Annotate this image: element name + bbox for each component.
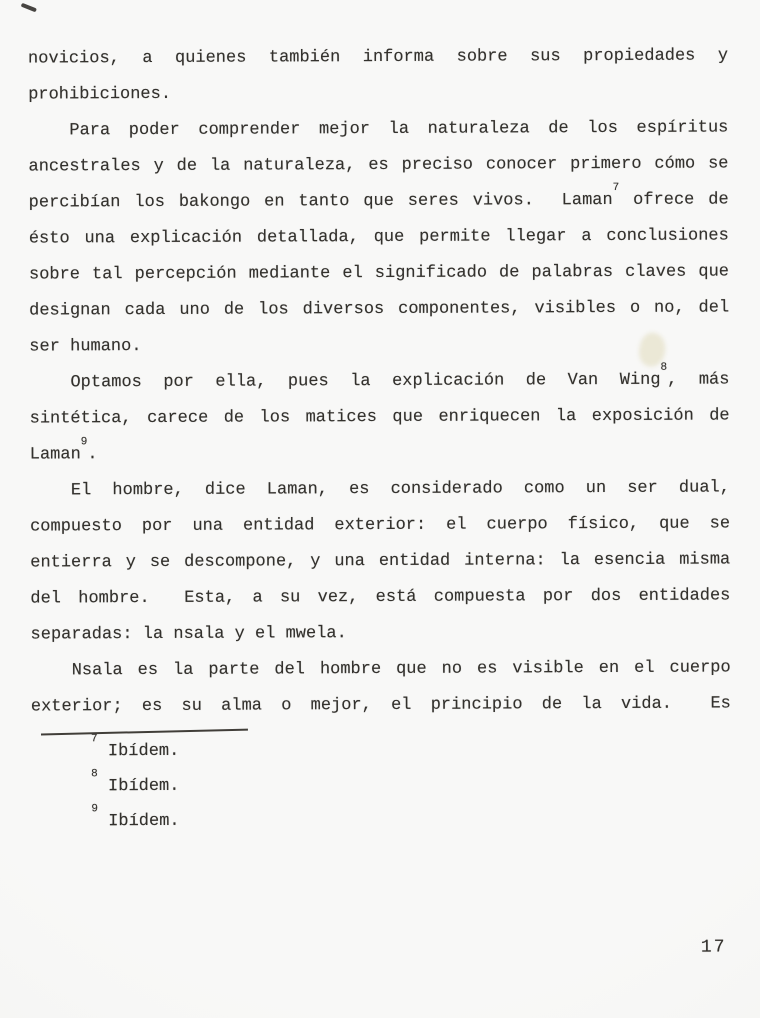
footnote: $^9$ Ibídem. — [91, 803, 180, 832]
footnotes-section — [91, 734, 180, 839]
corner-mark-artifact — [21, 3, 37, 13]
text-line: novicios, a quienes también informa sobre sus propiedades y — [27, 46, 729, 69]
text-line: Laman$^9$. — [29, 436, 98, 465]
footnote-reference: 8 — [660, 362, 668, 375]
text-line: separadas: la nsala y el mwela. — [30, 624, 347, 645]
paragraph — [30, 470, 731, 653]
footnote-marker: 7 — [90, 733, 98, 746]
text-line: Optamos por ella, pues la explicación de Van Wing$^8$, más — [70, 362, 730, 393]
text-line: del hombre. Esta, a su vez, está compuesta por dos entidades — [30, 586, 731, 609]
text-line: sintética, carece de los matices que enriquecen la exposición de — [29, 406, 730, 429]
text-line: ésto una explicación detallada, que permite llegar a conclusiones — [28, 226, 729, 249]
text-line: Nsala es la parte del hombre que no es visible en el cuerpo — [71, 658, 731, 681]
paragraph — [31, 650, 731, 725]
footnote: $^7$ Ibídem. — [90, 733, 180, 762]
page-body — [28, 38, 731, 725]
text-line: entierra y se descompone, y una entidad interna: la esencia misma — [30, 550, 731, 573]
text-line: exterior; es su alma o mejor, el principio de la vida. Es — [30, 694, 731, 717]
footnote: $^8$ Ibídem. — [91, 768, 180, 797]
paragraph — [29, 362, 729, 473]
footnote-marker: 8 — [91, 768, 98, 781]
text-line: El hombre, dice Laman, es considerado como un ser dual, — [70, 478, 730, 501]
text-line: sobre tal percepción mediante el significado de palabras claves que — [28, 262, 730, 285]
text-line: ser humano. — [29, 337, 142, 357]
page-number: 17 — [700, 937, 727, 958]
footnote-reference: 9 — [80, 436, 88, 449]
paragraph — [28, 110, 729, 365]
text-line: ancestrales y de la naturaleza, es preciso conocer primero cómo se — [28, 154, 729, 177]
footnote-reference: 7 — [612, 182, 620, 195]
footnote-marker: 9 — [91, 803, 98, 816]
paragraph — [28, 38, 728, 113]
text-line: designan cada uno de los diversos componentes, visibles o no, del — [29, 298, 730, 321]
text-line: Para poder comprender mejor la naturaleza de los espíritus — [69, 118, 729, 141]
text-line: compuesto por una entidad exterior: el cuerpo físico, que se — [30, 514, 731, 537]
text-line: percibían los bakongo en tanto que seres vivos. Laman$^7$ ofrece de — [28, 182, 729, 213]
text-line: prohibiciones. — [28, 84, 172, 105]
